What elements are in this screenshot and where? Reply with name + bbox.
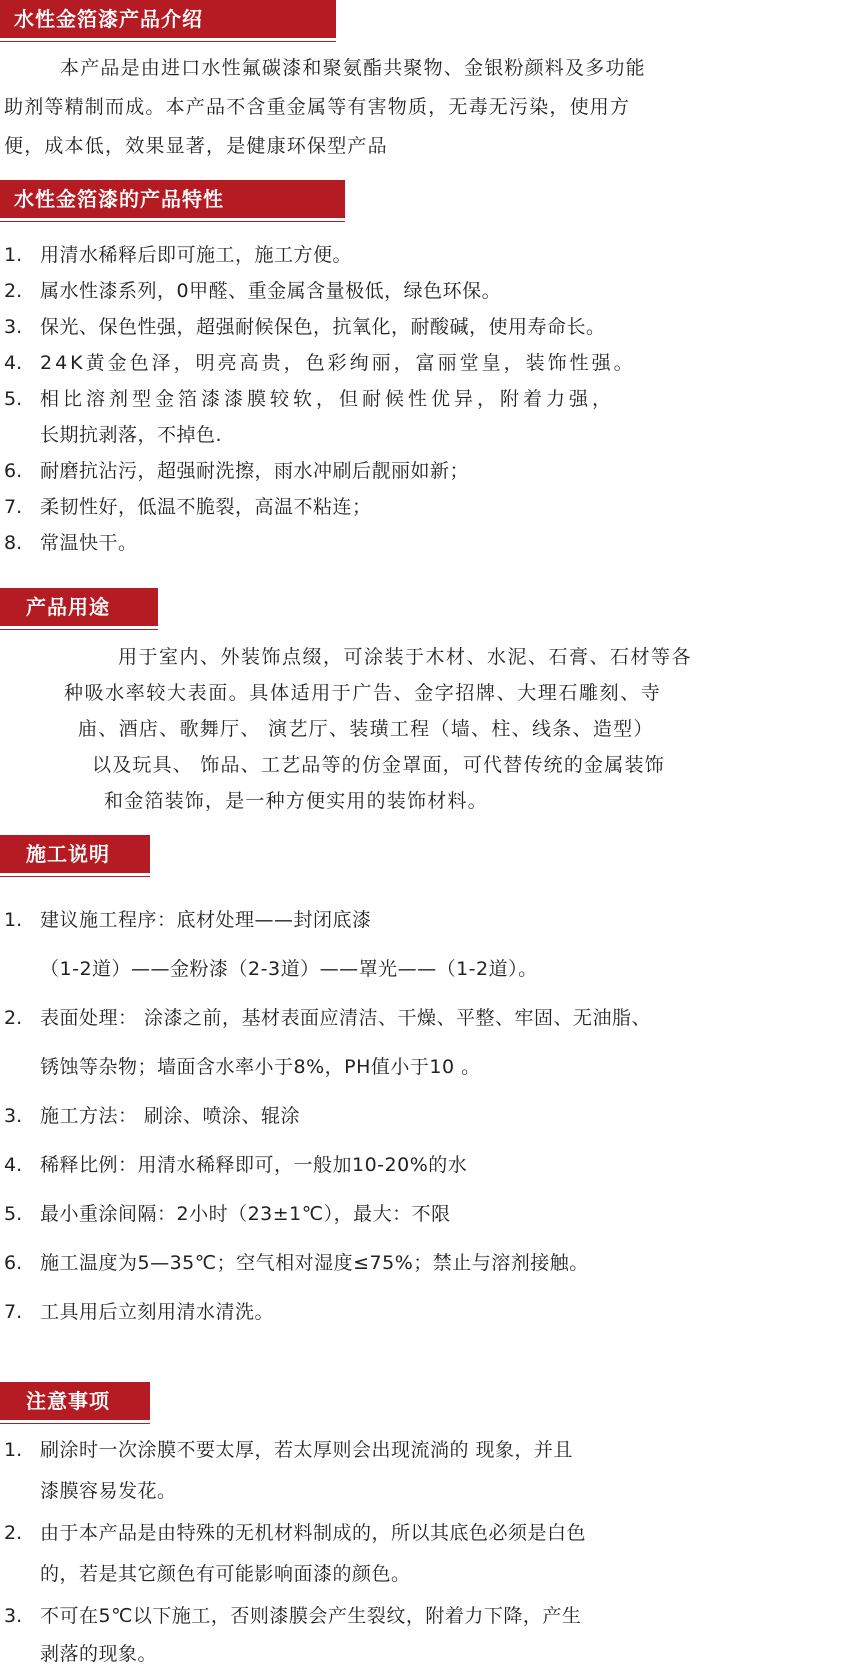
list-number: 3. [4,316,23,338]
list-item: 长期抗剥落，不掉色. [40,424,223,446]
list-item: 施工方法： 刷涂、喷涂、辊涂 [40,1105,301,1127]
usage-line: 用于室内、外装饰点缀，可涂装于木材、水泥、石膏、石材等各 [118,646,693,668]
list-item: 表面处理： 涂漆之前，基材表面应清洁、干燥、平整、牢固、无油脂、 [40,1007,652,1029]
list-item: 刷涂时一次涂膜不要太厚，若太厚则会出现流淌的 现象，并且 [40,1439,574,1461]
list-item: 24K黄金色泽，明亮高贵，色彩绚丽，富丽堂皇，装饰性强。 [40,352,636,374]
list-number: 2. [4,1522,23,1544]
list-number: 2. [4,280,23,302]
list-number: 3. [4,1105,23,1127]
list-item: 稀释比例：用清水稀释即可，一般加10-20%的水 [40,1154,468,1176]
list-number: 4. [4,352,23,374]
intro-header: 水性金箔漆产品介绍 [0,0,336,38]
list-item: 由于本产品是由特殊的无机材料制成的，所以其底色必须是白色 [40,1522,587,1544]
list-number: 3. [4,1605,23,1627]
list-item: 工具用后立刻用清水清洗。 [40,1301,275,1323]
features-header: 水性金箔漆的产品特性 [0,180,345,218]
list-item: 常温快干。 [40,532,138,554]
list-number: 7. [4,1301,23,1323]
usage-line: 以及玩具、 饰品、工艺品等的仿金罩面，可代替传统的金属装饰 [92,754,665,776]
construction-header: 施工说明 [0,835,150,873]
list-number: 8. [4,532,23,554]
list-item: 耐磨抗沾污，超强耐洗擦，雨水冲刷后靓丽如新； [40,460,470,482]
list-item: 保光、保色性强，超强耐候保色，抗氧化，耐酸碱，使用寿命长。 [40,316,606,338]
list-item: 相比溶剂型金箔漆漆膜较软，但耐候性优异，附着力强， [40,388,616,410]
intro-line: 便，成本低，效果显著，是健康环保型产品 [4,135,388,157]
list-item: 最小重涂间隔：2小时（23±1℃），最大：不限 [40,1203,451,1225]
list-item: 剥落的现象。 [40,1643,158,1665]
list-number: 4. [4,1154,23,1176]
list-item: 用清水稀释后即可施工，施工方便。 [40,244,353,266]
notes-header: 注意事项 [0,1382,150,1420]
list-item: 锈蚀等杂物；墙面含水率小于8%，PH值小于10 。 [40,1056,481,1078]
intro-line: 本产品是由进口水性氟碳漆和聚氨酯共聚物、金银粉颜料及多功能 [60,57,646,79]
list-number: 6. [4,1252,23,1274]
list-item: （1-2道）——金粉漆（2-3道）——罩光——（1-2道）。 [40,958,538,980]
list-item: 的，若是其它颜色有可能影响面漆的颜色。 [40,1563,411,1585]
list-number: 1. [4,1439,23,1461]
usage-line: 和金箔装饰，是一种方便实用的装饰材料。 [104,790,488,812]
usage-line: 庙、酒店、歌舞厅、 演艺厅、装璜工程（墙、柱、线条、造型） [78,718,654,740]
list-number: 7. [4,496,23,518]
list-number: 5. [4,1203,23,1225]
list-item: 属水性漆系列，0甲醛、重金属含量极低，绿色环保。 [40,280,502,302]
list-item: 不可在5℃以下施工，否则漆膜会产生裂纹，附着力下降，产生 [40,1605,582,1627]
list-number: 1. [4,244,23,266]
list-item: 漆膜容易发花。 [40,1480,177,1502]
usage-header: 产品用途 [0,588,158,626]
list-number: 6. [4,460,23,482]
list-item: 柔韧性好，低温不脆裂，高温不粘连； [40,496,372,518]
list-item: 施工温度为5—35℃；空气相对湿度≤75%；禁止与溶剂接触。 [40,1252,589,1274]
list-number: 5. [4,388,23,410]
usage-line: 种吸水率较大表面。具体适用于广告、金字招牌、大理石雕刻、寺 [64,682,662,704]
list-number: 2. [4,1007,23,1029]
list-item: 建议施工程序：底材处理——封闭底漆 [40,909,372,931]
intro-line: 助剂等精制而成。本产品不含重金属等有害物质，无毒无污染，使用方 [4,96,631,118]
list-number: 1. [4,909,23,931]
